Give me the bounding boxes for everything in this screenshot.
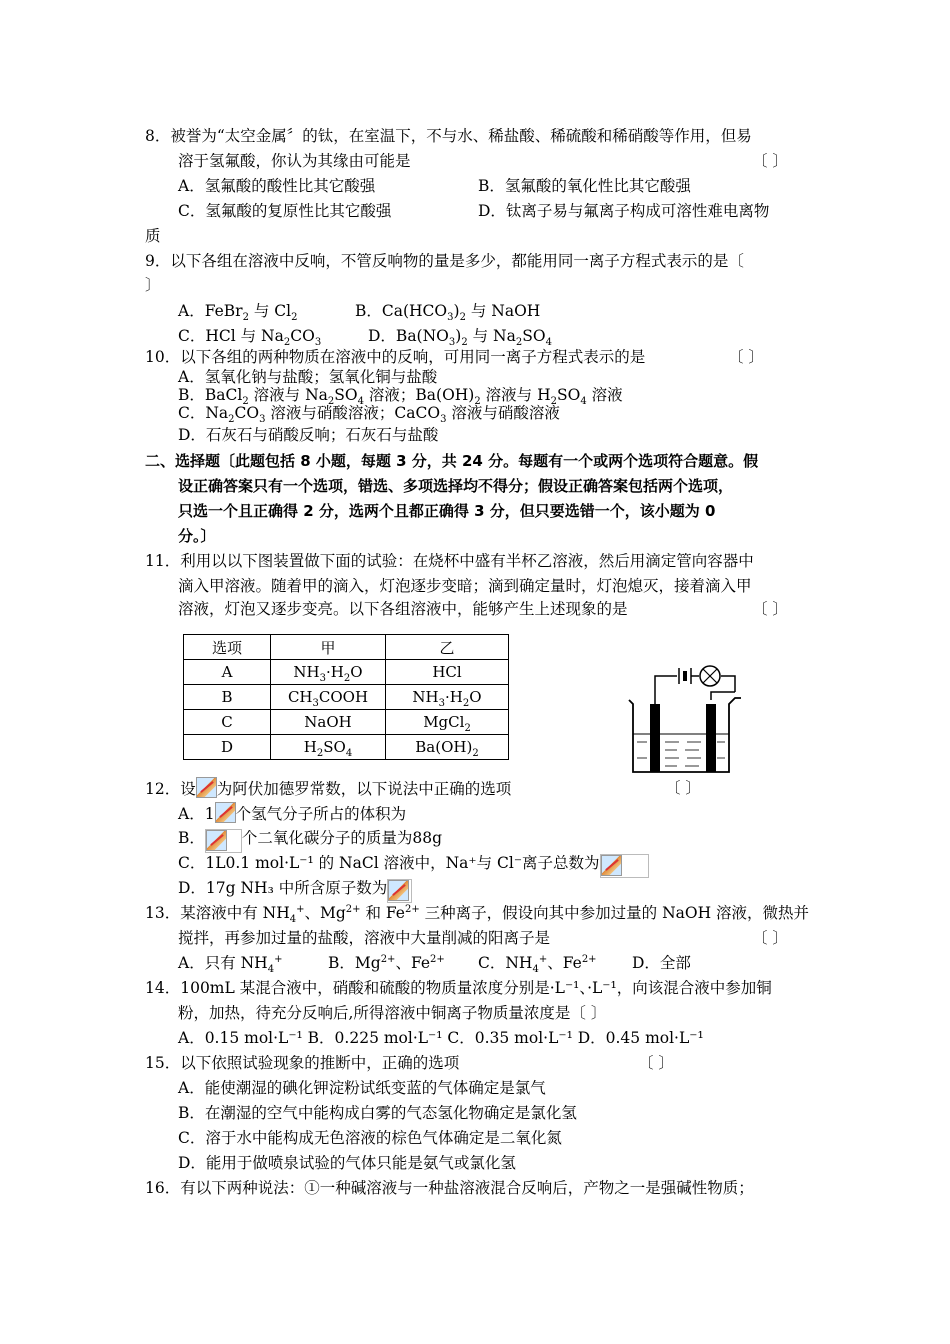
q14-stem-line2: 粉，加热，待充分反响后,所得溶液中铜离子物质量浓度是〔 〕 [178, 1004, 607, 1022]
q11-options-table [183, 634, 509, 760]
section2-heading-line3: 只选一个且正确得 2 分，选两个且都正确得 3 分，但只要选错一个，该小题为 0 [178, 502, 716, 520]
q9-option-b: B．$Ca(HCO_3)_2$ 与 NaOH [355, 302, 541, 324]
q15-option-b: B．在潮湿的空气中能构成白雾的气态氢化物确定是氯化氢 [178, 1104, 577, 1122]
table-cell: A [184, 660, 271, 685]
q11-stem-line2: 滴入甲溶液。随着甲的滴入，灯泡逐步变暗；滴到确定量时，灯泡熄灭，接着滴入甲 [178, 577, 752, 595]
q14-options: A．0.15 mol·L⁻¹ B．0.225 mol·L⁻¹ C．0.35 mol·L⁻¹ D．0.45 mol·L⁻¹ [178, 1029, 704, 1047]
q12-stem-prefix: 12．设 [145, 780, 196, 798]
q12-option-a-prefix: A．1 [178, 805, 215, 823]
table-cell: HCl [386, 660, 509, 685]
section2-heading-line1: 二、选择题〔此题包括 8 小题，每题 3 分，共 24 分。每题有一个或两个选项符合题意。假 [145, 452, 759, 470]
q13-answer-bracket: 〔 〕 [752, 929, 788, 947]
q10-option-c: C．$Na_2CO_3$ 溶液与硝酸溶液；CaCO$_3$ 溶液与硝酸溶液 [178, 404, 560, 426]
q15-option-c: C．溶于水中能构成无色溶液的棕色气体确定是二氧化氮 [178, 1129, 562, 1147]
q12-option-b-text: 个二氧化碳分子的质量为88g [241, 829, 443, 847]
q8-option-b: B．氢氟酸的氧化性比其它酸强 [478, 177, 691, 195]
q13-option-b: B．$Mg^{2+}$、$Fe^{2+}$ [328, 953, 445, 972]
q10-option-d: D．石灰石与硝酸反响；石灰石与盐酸 [178, 426, 439, 444]
q9-option-c: C．HCl 与 $Na_2CO_3$ [178, 327, 322, 349]
q10-stem: 10．以下各组的两种物质在溶液中的反响，可用同一离子方程式表示的是 [145, 348, 646, 366]
q8-option-a: A．氢氟酸的酸性比其它酸强 [178, 177, 376, 195]
q8-option-d-cont: 质 [145, 227, 161, 245]
table-cell: $H_2SO_4$ [271, 735, 386, 760]
table-cell: D [184, 735, 271, 760]
figure-answer-bracket: 〔 〕 [665, 779, 701, 797]
q15-option-a: A．能使潮湿的碘化钾淀粉试纸变蓝的气体确定是氯气 [178, 1079, 546, 1097]
table-row [184, 735, 509, 760]
table-cell: $NH_3\cdot H_2O$ [386, 685, 509, 710]
q9-option-d: D．$Ba(NO_3)_2$ 与 $Na_2SO_4$ [368, 327, 552, 349]
q8-option-c: C．氢氟酸的复原性比其它酸强 [178, 202, 392, 220]
q12-option-d [178, 877, 412, 903]
table-header-row [184, 635, 509, 660]
q14-stem-line1: 14．100mL 某混合液中，硝酸和硫酸的物质量浓度分别是·L⁻¹、·L⁻¹，向该混合液中参加铜 [145, 979, 772, 997]
broken-image-icon [206, 830, 227, 851]
q9-option-a: A．FeBr$_2$ 与 $Cl_2$ [178, 302, 298, 324]
q11-answer-bracket: 〔 〕 [752, 600, 788, 618]
q12-option-b-prefix: B． [178, 829, 205, 847]
conductivity-apparatus-diagram [625, 660, 745, 780]
table-cell: $CH_3COOH$ [271, 685, 386, 710]
q13-stem-line2: 搅拌，再参加过量的盐酸，溶液中大量削减的阳离子是 [178, 929, 551, 947]
table-cell: NaOH [271, 710, 386, 735]
q13-option-d: D．全部 [632, 954, 691, 972]
broken-image-icon [388, 880, 409, 901]
electrode-right [706, 704, 716, 772]
q10-option-a: A．氢氧化钠与盐酸；氢氧化铜与盐酸 [178, 368, 438, 386]
table-header-cell: 甲 [271, 635, 386, 660]
table-cell: C [184, 710, 271, 735]
q15-option-d: D．能用于做喷泉试验的气体只能是氨气或氯化氢 [178, 1154, 516, 1172]
q12-stem [145, 777, 511, 800]
table-cell: $Ba(OH)_2$ [386, 735, 509, 760]
table-cell: $NH_3\cdot H_2O$ [271, 660, 386, 685]
table-row [184, 710, 509, 735]
q10-answer-bracket: 〔 〕 [728, 348, 764, 366]
q12-option-a [178, 802, 406, 825]
q12-option-d-text: D．17g NH₃ 中所含原子数为 [178, 879, 388, 897]
q10-option-b: B．BaCl$_2$ 溶液与 $Na_2SO_4$ 溶液；$Ba(OH)_2$ 溶液与 $H_2SO_4$ 溶液 [178, 386, 623, 408]
q8-answer-bracket: 〔 〕 [752, 152, 788, 170]
q12-stem-text: 为阿伏加德罗常数，以下说法中正确的选项 [216, 780, 512, 798]
q16-stem-line1: 16．有以下两种说法：①一种碱溶液与一种盐溶液混合反响后，产物之一是强碱性物质； [145, 1179, 754, 1197]
q12-option-c [178, 852, 649, 878]
table-cell: MgCl$_2$ [386, 710, 509, 735]
q8-option-d: D．钛离子易与氟离子构成可溶性难电离物 [478, 202, 770, 220]
q15-answer-bracket: 〔 〕 [638, 1054, 674, 1072]
q13-option-c: C．$NH_4^+$、$Fe^{2+}$ [478, 953, 597, 976]
section2-heading-line2: 设正确答案只有一个选项，错选、多项选择均不得分；假设正确答案包括两个选项， [178, 477, 734, 495]
table-header-cell: 乙 [386, 635, 509, 660]
electrode-left [650, 704, 660, 772]
table-row [184, 685, 509, 710]
q9-stem-line2: 〕 [145, 276, 161, 294]
broken-image-icon [215, 802, 236, 823]
q12-option-c-text: C．1L0.1 mol·L⁻¹ 的 NaCl 溶液中，Na⁺与 Cl⁻离子总数为 [178, 854, 600, 872]
q12-option-b [178, 827, 442, 853]
beaker-icon [629, 698, 741, 772]
table-header-cell: 选项 [184, 635, 271, 660]
broken-image-icon [601, 855, 622, 876]
table-row [184, 660, 509, 685]
q8-stem-line1: 8．被誉为“太空金属〞的钛，在室温下，不与水、稀盐酸、稀硫酸和稀硝酸等作用，但易 [145, 127, 752, 145]
table-cell: B [184, 685, 271, 710]
q11-stem-line3: 溶液，灯泡又逐步变亮。以下各组溶液中，能够产生上述现象的是 [178, 600, 628, 618]
broken-image-icon [196, 777, 217, 798]
q15-stem: 15．以下依照试验现象的推断中，正确的选项 [145, 1054, 460, 1072]
q9-stem-line1: 9．以下各组在溶液中反响，不管反响物的量是多少，都能用同一离子方程式表示的是〔 [145, 252, 744, 270]
section2-heading-line4: 分。〕 [178, 527, 216, 545]
q13-option-a: A．只有 $NH_4^+$ [178, 953, 283, 976]
q12-option-a-text: 个氢气分子所占的体积为 [235, 805, 407, 823]
q11-stem-line1: 11．利用以以下图装置做下面的试验：在烧杯中盛有半杯乙溶液，然后用滴定管向容器中 [145, 552, 754, 570]
q13-stem-line1: 13．某溶液中有 $NH_4^+$、$Mg^{2+}$ 和 $Fe^{2+}$ 三种离子，假设向其中参加过量的 NaOH 溶液，微热并 [145, 903, 810, 926]
q8-stem-line2: 溶于氢氟酸，你认为其缘由可能是 [178, 152, 411, 170]
